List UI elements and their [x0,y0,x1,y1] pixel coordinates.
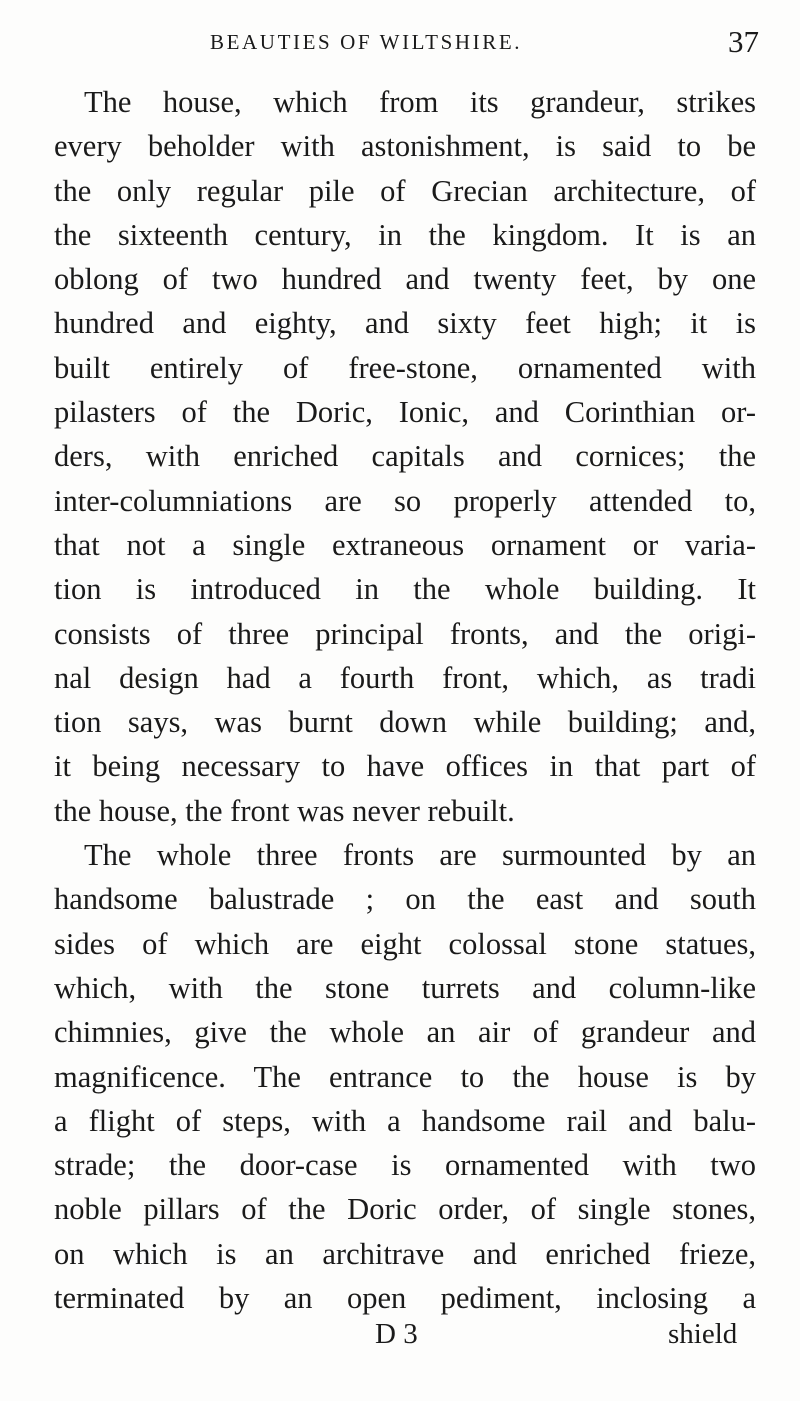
text-line: handsome balustrade ; on the east and south [54,882,756,917]
text-line: the sixteenth century, in the kingdom. It is an [54,217,756,252]
text-line: inter-columniations are so properly attended to, [54,483,756,518]
text-line: tion says, was burnt down while building; and, [54,705,756,740]
text-line: hundred and eighty, and sixty feet high; it is [54,306,756,341]
text-line: consists of three principal fronts, and the origi- [54,616,756,651]
text-line: built entirely of free-stone, ornamented with [54,350,756,385]
text-line: ders, with enriched capitals and cornices; the [54,439,756,474]
text-line: nal design had a fourth front, which, as tradi [54,660,756,695]
text-line: oblong of two hundred and twenty feet, by one [54,262,756,297]
text-line: The house, which from its grandeur, strikes [84,85,756,119]
paragraph [54,833,756,1320]
text-line: every beholder with astonishment, is said to be [54,129,756,164]
text-line: the only regular pile of Grecian architecture, of [54,173,756,208]
text-line: a flight of steps, with a handsome rail and balu- [54,1103,756,1138]
paragraph [54,80,756,833]
text-line: tion is introduced in the whole building. It [54,572,756,607]
page-number: 37 [728,24,759,59]
body-text [54,80,756,1320]
text-line: pilasters of the Doric, Ionic, and Corinthian or- [54,395,756,430]
text-line: strade; the door-case is ornamented with two [54,1148,756,1183]
text-line: on which is an architrave and enriched frieze, [54,1236,756,1271]
text-line: which, with the stone turrets and column-like [54,970,756,1005]
text-line: The whole three fronts are surmounted by an [84,838,756,873]
text-line: noble pillars of the Doric order, of single stones, [54,1192,756,1227]
signature-mark: D 3 [375,1318,418,1350]
text-line: that not a single extraneous ornament or varia- [54,527,756,562]
text-line: sides of which are eight colossal stone statues, [54,926,756,961]
text-line: it being necessary to have offices in that part of [54,749,756,784]
running-title: BEAUTIES OF WILTSHIRE. [210,30,523,54]
text-line: chimnies, give the whole an air of grandeur and [54,1015,756,1050]
text-line: magnificence. The entrance to the house is by [54,1059,756,1094]
text-line: terminated by an open pediment, inclosing a [54,1281,756,1316]
text-line: the house, the front was never rebuilt. [54,793,515,828]
catchword: shield [668,1318,738,1350]
